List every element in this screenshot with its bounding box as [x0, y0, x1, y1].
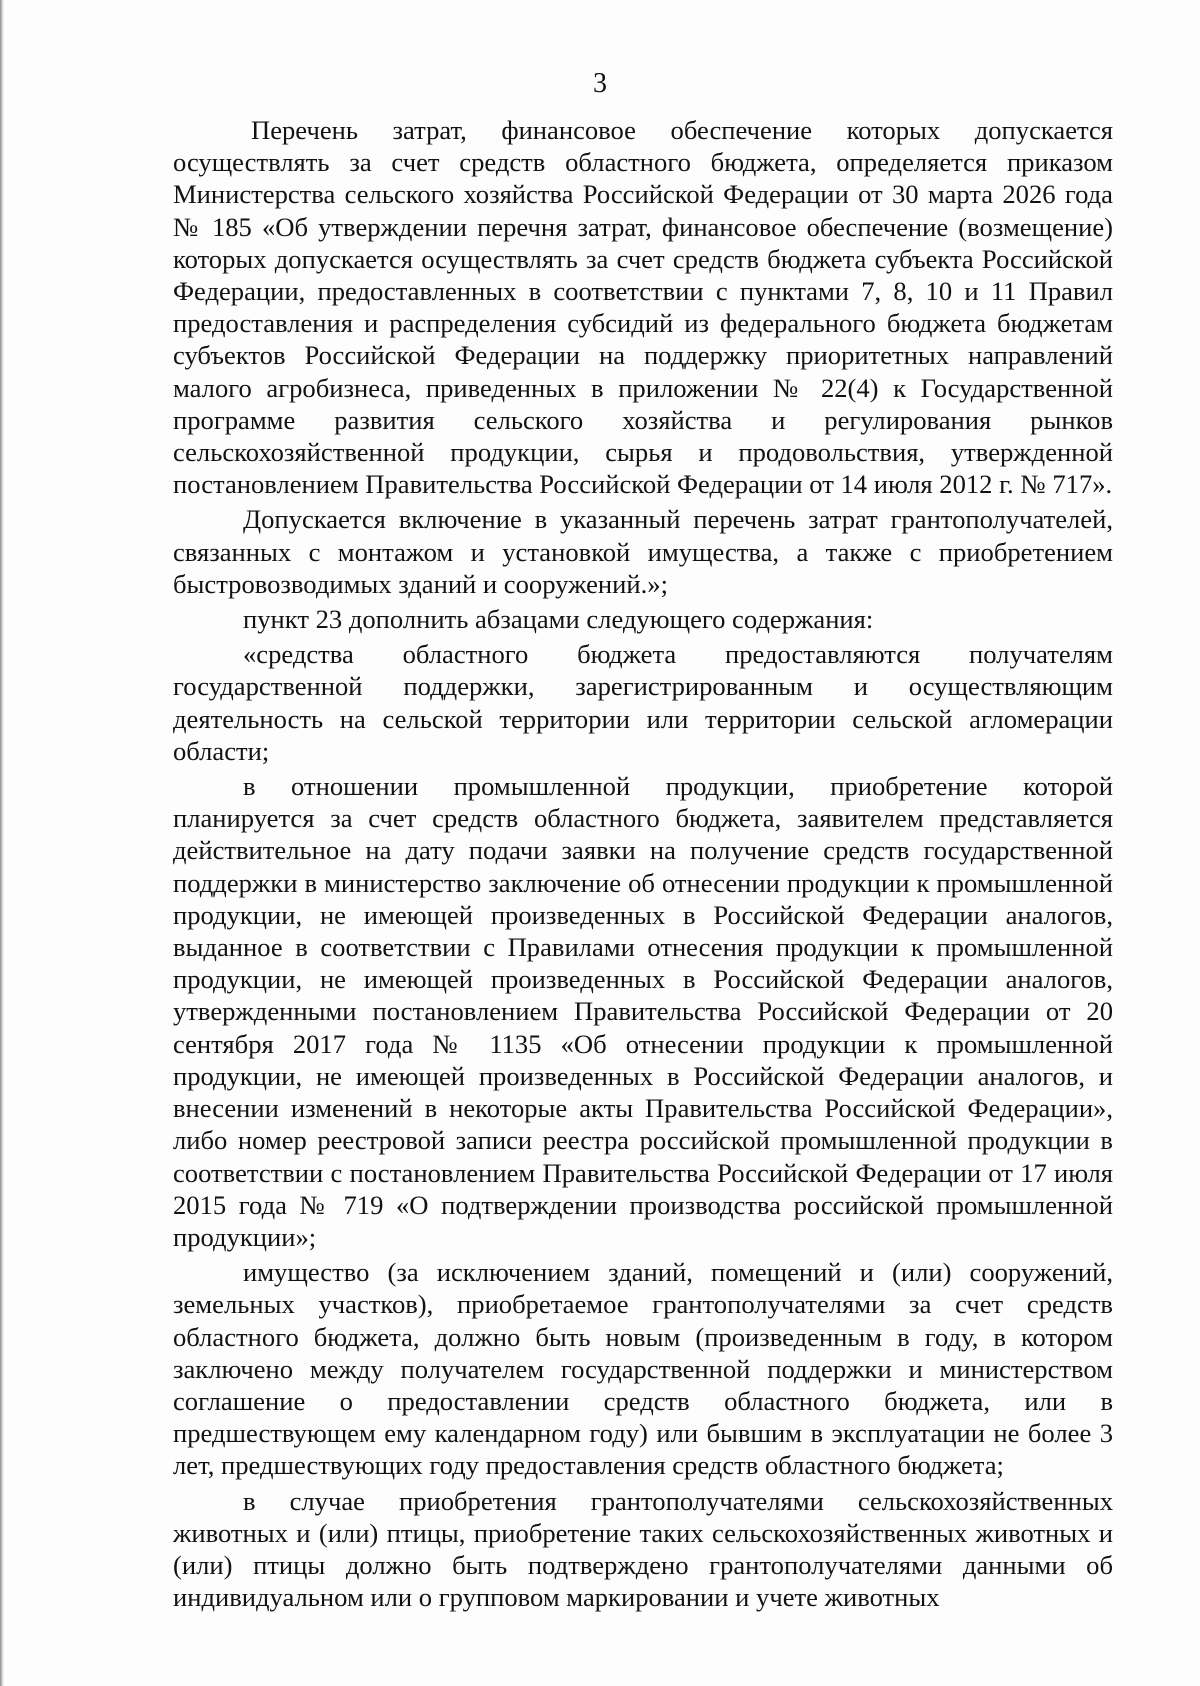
paragraph-clause-23: пункт 23 дополнить абзацами следующего содержания:: [243, 604, 874, 635]
paragraph-expense-list: Перечень затрат, финансовое обеспечение которых допускается осуществлять за счет средств областного бюджета, определяется приказом Министерства сельского хозяйства Российской Федерации от 30 марта 2026 года № 185 «Об утверждении перечня затрат, финансовое обеспечение (возмещение) которых допускается осуществлять за счет средств бюджета субъекта Российской Федерации, предоставленных в соответствии с пунктами 7, 8, 10 и 11 Правил предоставления и распределения субсидий из федерального бюджета бюджетам субъектов Российской Федерации на поддержку приоритетных направлений малого агробизнеса, приведенных в приложении № 22(4) к Государственной программе развития сельского хозяйства и регулирования рынков сельскохозяйственной продукции, сырья и продовольствия, утвержденной постановлением Правительства Российской Федерации от 14 июля 2012 г. № 717».: [173, 115, 1113, 500]
paragraph-industrial-products: в отношении промышленной продукции, приобретение которой планируется за счет средств областного бюджета, заявителем представляется действительное на дату подачи заявки на получение средств государственной поддержки в министерство заключение об отнесении продукции к промышленной продукции, не имеющей произведенных в Российской Федерации аналогов, выданное в соответствии с Правилами отнесения продукции к промышленной продукции, не имеющей произведенных в Российской Федерации аналогов, утвержденными постановлением Правительства Российской Федерации от 20 сентября 2017 года № 1135 «Об отнесении продукции к промышленной продукции, не имеющей произведенных в Российской Федерации аналогов, и внесении изменений в некоторые акты Правительства Российской Федерации», либо номер реестровой записи реестра российской промышленной продукции в соответствии с постановлением Правительства Российской Федерации от 17 июля 2015 года № 719 «О подтверждении производства российской промышленной продукции»;: [173, 771, 1113, 1252]
paragraph-installation-costs: Допускается включение в указанный перечень затрат грантополучателей, связанных с монтажом и установкой имущества, а также с приобретением быстровозводимых зданий и сооружений.»;: [173, 504, 1113, 599]
paragraph-rural-territory: «средства областного бюджета предоставляются получателям государственной поддержки, зарегистрированным и осуществляющим деятельность на сельской территории или территории сельской агломерации области;: [173, 639, 1113, 766]
paragraph-property-new: имущество (за исключением зданий, помещений и (или) сооружений, земельных участков), приобретаемое грантополучателями за счет средств областного бюджета, должно быть новым (произведенным в году, в котором заключено между получателем государственной поддержки и министерством соглашение о предоставлении средств областного бюджета, или в предшествующем ему календарном году) или бывшим в эксплуатации не более 3 лет, предшествующих году предоставления средств областного бюджета;: [173, 1257, 1113, 1481]
scan-edge: [0, 0, 4, 1686]
paragraph-animals-marking: в случае приобретения грантополучателями сельскохозяйственных животных и (или) птицы, приобретение таких сельскохозяйственных животных и (или) птицы должно быть подтверждено грантополучателями данными об индивидуальном или о групповом маркировании и учете животных: [173, 1485, 1113, 1613]
document-body: [173, 114, 1113, 1616]
page-number: 3: [593, 68, 607, 99]
